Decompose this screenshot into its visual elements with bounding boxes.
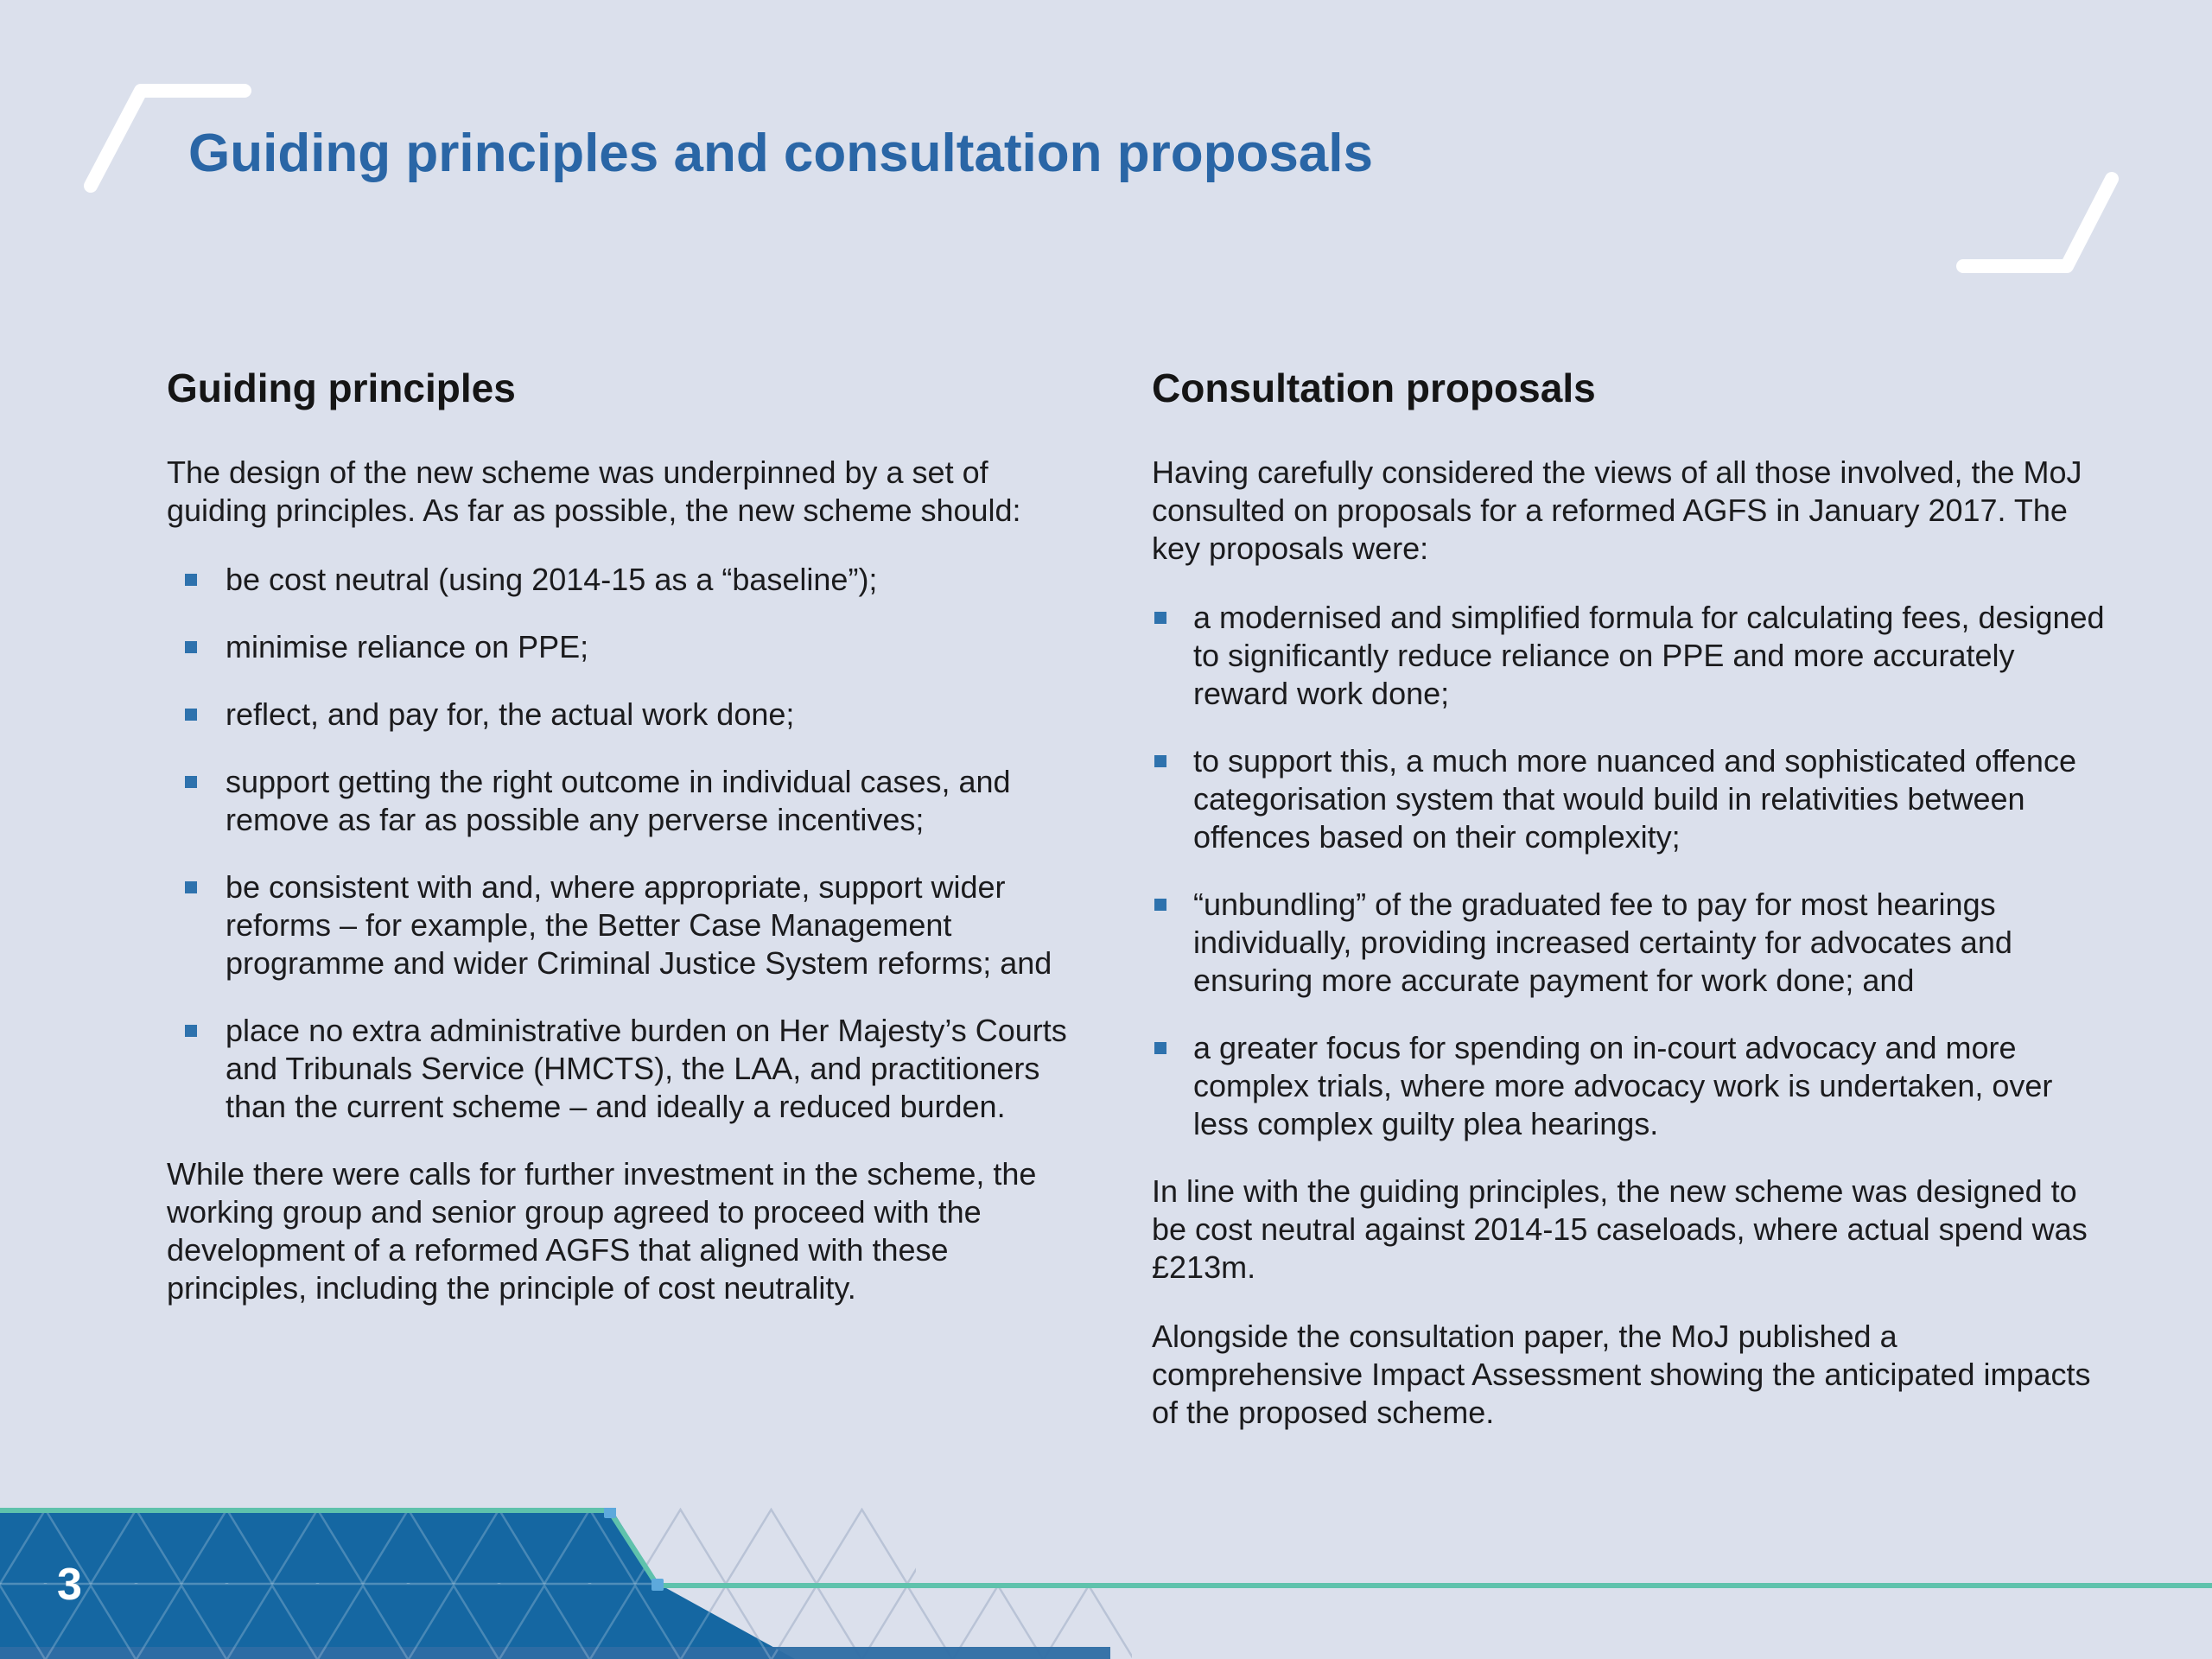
bullet-square-icon	[1154, 755, 1166, 767]
left-column	[167, 367, 1096, 1338]
right-intro-paragraph: Having carefully considered the views of all those involved, the MoJ consulted on proposals for a reformed AGFS in January 2017. The key proposals were:	[1152, 454, 2082, 566]
page-title: Guiding principles and consultation proposals	[188, 124, 1373, 183]
bullet-text: be cost neutral (using 2014-15 as a “baseline”);	[226, 562, 878, 597]
left-bullet-list	[167, 561, 1096, 1126]
bullet-text: a greater focus for spending on in-court advocacy and more complex trials, where more advocacy work is undertaken, over less complex guilty plea hearings.	[1193, 1030, 2053, 1141]
right-bullet-list	[1152, 599, 2107, 1143]
bullet-item	[167, 628, 1096, 666]
corner-bracket-top-right-icon	[1948, 168, 2121, 276]
page-number: 3	[57, 1560, 82, 1610]
bullet-item	[167, 696, 1096, 734]
bullet-square-icon	[185, 1025, 197, 1037]
right-closing-paragraph-2: Alongside the consultation paper, the MoJ published a comprehensive Impact Assessment showing the anticipated impacts of the proposed scheme.	[1152, 1319, 2091, 1430]
bullet-square-icon	[185, 709, 197, 721]
left-intro-paragraph: The design of the new scheme was underpinned by a set of guiding principles. As far as possible, the new scheme should:	[167, 454, 1021, 528]
bullet-text: “unbundling” of the graduated fee to pay for most hearings individually, providing increased certainty for advocates and ensuring more accurate payment for work done; and	[1193, 887, 2012, 998]
right-column-heading: Consultation proposals	[1152, 365, 1596, 410]
right-closing-paragraph-1: In line with the guiding principles, the new scheme was designed to be cost neutral against 2014-15 caseloads, where actual spend was £213m.	[1152, 1173, 2088, 1285]
bullet-text: place no extra administrative burden on Her Majesty’s Courts and Tribunals Service (HMCTS), the LAA, and practitioners than the current scheme – and ideally a reduced burden.	[226, 1013, 1067, 1124]
bullet-square-icon	[185, 574, 197, 586]
bullet-square-icon	[185, 881, 197, 893]
bullet-text: to support this, a much more nuanced and sophisticated offence categorisation system that would build in relativities between offences based on their complexity;	[1193, 743, 2076, 855]
bullet-item	[167, 1012, 1096, 1126]
bullet-text: reflect, and pay for, the actual work done;	[226, 696, 795, 732]
bullet-square-icon	[185, 776, 197, 788]
bullet-item	[1152, 599, 2107, 713]
bullet-square-icon	[1154, 1042, 1166, 1054]
bullet-square-icon	[1154, 612, 1166, 624]
left-closing-paragraph: While there were calls for further investment in the scheme, the working group and senior group agreed to proceed with the development of a reformed AGFS that aligned with these principles, including the principle of cost neutrality.	[167, 1156, 1037, 1306]
bottom-decoration-band	[0, 1508, 2212, 1659]
left-column-heading: Guiding principles	[167, 365, 516, 410]
bullet-text: minimise reliance on PPE;	[226, 629, 589, 664]
corner-dot-upper	[604, 1508, 616, 1518]
bullet-square-icon	[185, 641, 197, 653]
bullet-item	[167, 561, 1096, 599]
bullet-text: support getting the right outcome in individual cases, and remove as far as possible any perverse incentives;	[226, 764, 1011, 837]
bullet-item	[1152, 1029, 2107, 1143]
bullet-item	[1152, 886, 2107, 1000]
right-column	[1152, 367, 2107, 1463]
bullet-item	[1152, 742, 2107, 856]
bullet-text: a modernised and simplified formula for calculating fees, designed to significantly reduce reliance on PPE and more accurately reward work done;	[1193, 600, 2105, 711]
bullet-square-icon	[1154, 899, 1166, 911]
bullet-item	[167, 868, 1096, 982]
bullet-item	[167, 763, 1096, 839]
bullet-text: be consistent with and, where appropriate, support wider reforms – for example, the Better Case Management programme and wider Criminal Justice System reforms; and	[226, 869, 1052, 981]
corner-dot-lower	[652, 1579, 664, 1591]
